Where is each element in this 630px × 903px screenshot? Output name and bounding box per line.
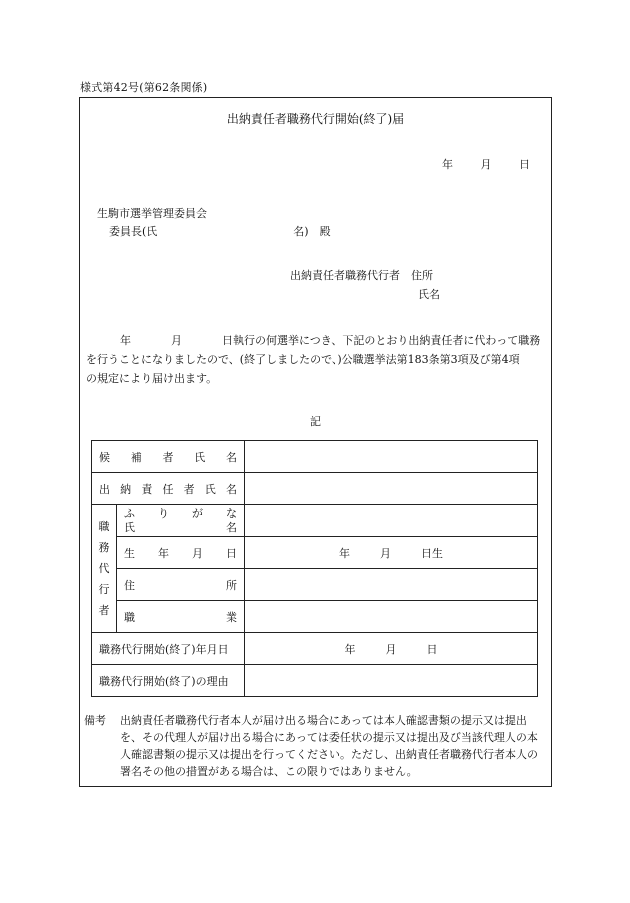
label-char: 代 [98, 562, 110, 575]
start-date-label: 職務代行開始(終了)年月日 [92, 633, 245, 665]
agent-name-field[interactable] [245, 505, 538, 537]
row-start-date [92, 633, 538, 665]
label-char: 名 [226, 520, 237, 534]
label-char: 職 [124, 610, 135, 624]
row-reason [92, 665, 538, 697]
addressee-chair: 委員長(氏 名) 殿 [109, 225, 331, 238]
date-day: 日 [519, 158, 530, 171]
date-month: 月 [480, 158, 492, 171]
form-number: 様式第42号(第62条関係) [80, 81, 208, 94]
label-char: 行 [98, 583, 110, 596]
form-frame [79, 97, 552, 787]
label-char: 氏 [194, 450, 206, 464]
label-char: 月 [192, 546, 203, 560]
submission-date [418, 156, 530, 172]
date-year: 年 [442, 158, 453, 171]
label-char: 責 [141, 482, 153, 496]
addressee-committee: 生駒市選挙管理委員会 [97, 207, 207, 220]
label-char: 氏 [124, 520, 135, 534]
agent-vertical-label [92, 505, 117, 633]
label-char: が [192, 506, 203, 520]
remarks [84, 712, 546, 780]
details-table [91, 440, 538, 697]
label-char: 任 [162, 482, 174, 496]
remarks-text: 出納責任者職務代行者本人が届け出る場合にあっては本人確認書類の提示又は提出を、その代理人が届け出る場合にあっては委任状の提示又は提出及び当該代理人の本人確認書類の提示又は提出を行ってください。ただし、出納責任者職務代行者本人の署名その他の措置がある場合は、この限りではありません。 [120, 714, 538, 778]
row-agent-name [92, 505, 538, 537]
candidate-name-field[interactable] [245, 441, 538, 473]
ki-label: 記 [310, 415, 321, 428]
treasurer-name-field[interactable] [245, 473, 538, 505]
reason-label: 職務代行開始(終了)の理由 [92, 665, 245, 697]
label-char: 所 [226, 578, 237, 592]
label-char: な [226, 506, 237, 520]
row-occupation [92, 601, 538, 633]
form-title: 出納責任者職務代行開始(終了)届 [226, 112, 405, 126]
row-candidate-name [92, 441, 538, 473]
label-char: 業 [226, 610, 237, 624]
label-char: 務 [98, 541, 110, 554]
label-char: 者 [162, 450, 174, 464]
label-char: 納 [120, 482, 132, 496]
label-char: ふ [124, 506, 135, 520]
label-char: り [158, 506, 169, 520]
birth-date-field[interactable]: 年 月 日生 [245, 537, 538, 569]
label-char: 補 [130, 450, 142, 464]
reason-field[interactable] [245, 665, 538, 697]
agent-role: 出納責任者職務代行者 [290, 269, 400, 282]
agent-block [290, 266, 440, 304]
label-char: 名 [226, 450, 237, 464]
label-char: 氏 [204, 482, 216, 496]
addressee [97, 205, 331, 241]
label-char: 年 [158, 546, 169, 560]
agent-address-field[interactable] [245, 569, 538, 601]
agent-name-label: 氏名 [418, 288, 440, 301]
row-birth [92, 537, 538, 569]
label-char: 日 [226, 546, 237, 560]
row-address [92, 569, 538, 601]
label-char: 住 [124, 578, 135, 592]
label-char: 出 [99, 482, 110, 496]
remarks-head: 備考 [84, 714, 106, 727]
label-char: 職 [98, 520, 110, 533]
agent-address-label: 住所 [411, 269, 433, 282]
label-char: 名 [225, 482, 237, 496]
label-char: 者 [183, 482, 195, 496]
label-char: 候 [99, 450, 110, 464]
start-date-field[interactable]: 年 月 日 [245, 633, 538, 665]
label-char: 者 [98, 604, 110, 617]
row-treasurer-name [92, 473, 538, 505]
label-char: 生 [124, 546, 135, 560]
body-text: 年 月 日執行の何選挙につき、下記のとおり出納責任者に代わって職務 を行うことになりましたので、(終了しましたので、)公職選挙法第183条第3項及び第4項 の規定により届け出ます。 [86, 334, 541, 385]
agent-occupation-field[interactable] [245, 601, 538, 633]
